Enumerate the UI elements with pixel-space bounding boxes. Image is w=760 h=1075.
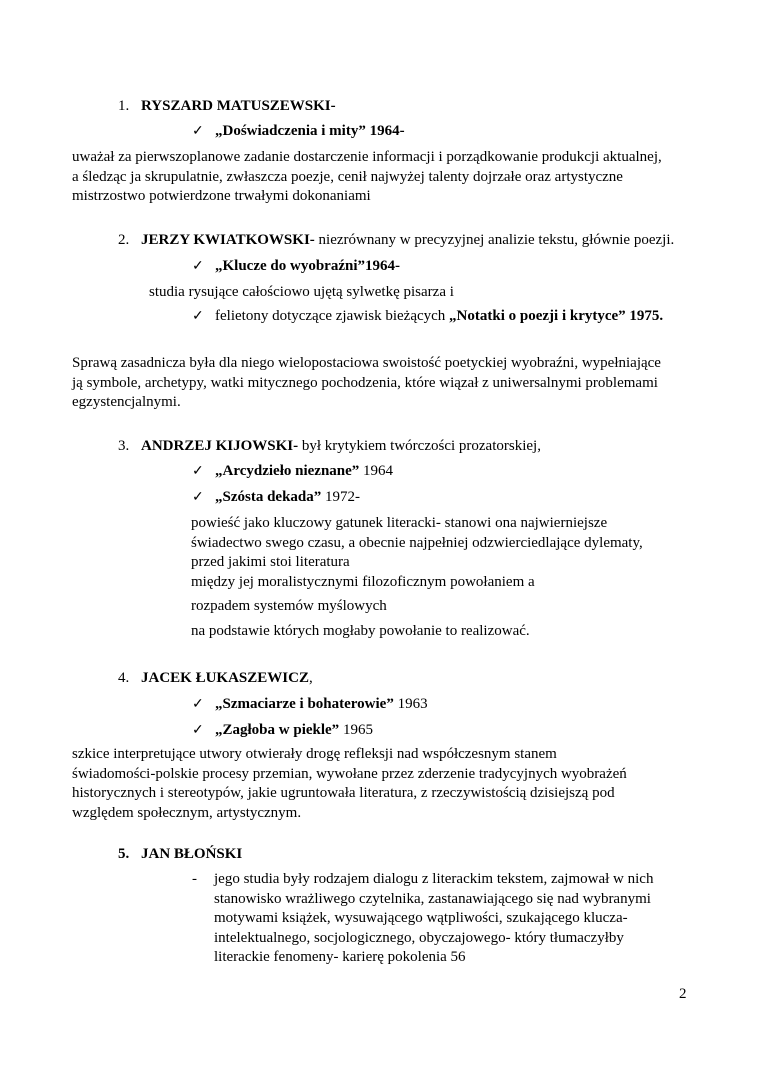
check-icon: ✓ xyxy=(192,124,204,139)
critic-heading-kwiatkowski xyxy=(141,231,674,250)
critic-name-kwiatkowski: JERZY KWIATKOWSKI- xyxy=(141,232,315,248)
critic-name-lukaszewicz: JACEK ŁUKASZEWICZ xyxy=(141,670,309,686)
book-title-zagloba: „Zagłoba w piekle” xyxy=(215,722,340,738)
check-icon: ✓ xyxy=(192,259,204,274)
check-icon: ✓ xyxy=(192,723,204,738)
check-icon: ✓ xyxy=(192,490,204,505)
paragraph-line: rozpadem systemów myślowych xyxy=(191,598,387,614)
book-arcydzielo xyxy=(215,462,393,481)
book-szosta-dekada xyxy=(215,488,360,507)
paragraph-line: egzystencjalnymi. xyxy=(72,394,181,410)
paragraph-matuszewski xyxy=(72,148,688,207)
book-title-notatki: „Notatki o poezji i krytyce” 1975. xyxy=(449,308,664,324)
check-icon: ✓ xyxy=(192,697,204,712)
check-icon: ✓ xyxy=(192,309,204,324)
paragraph-line: powieść jako kluczowy gatunek literacki- stanowi ona najwierniejsze xyxy=(191,515,608,531)
critic-description: niezrównany w precyzyjnej analizie tekstu, głównie poezji. xyxy=(314,232,675,248)
book-year: 1972- xyxy=(321,489,361,505)
list-number-2: 2. xyxy=(118,232,130,248)
feuilleton-line xyxy=(215,307,663,326)
paragraph-line: intelektualnego, socjologicznego, obyczajowego- który tłumaczyłby xyxy=(214,929,624,946)
book-zagloba xyxy=(215,721,373,740)
paragraph-line: przed jakimi stoi literatura xyxy=(191,554,350,570)
paragraph-line: na podstawie których mogłaby powołanie to realizować. xyxy=(191,623,530,639)
book-title-szosta-dekada: „Szósta dekada” xyxy=(215,489,322,505)
paragraph-lukaszewicz xyxy=(72,745,688,823)
paragraph-kijowski xyxy=(191,514,687,573)
critic-description: był krytykiem twórczości prozatorskiej, xyxy=(298,438,541,454)
paragraph-line: świadectwo swego czasu, a obecnie najpełniej odzwierciedlające dylematy, xyxy=(191,534,643,551)
paragraph-line: względem społecznym, artystycznym. xyxy=(72,804,302,821)
list-number-5: 5. xyxy=(118,846,130,862)
list-number-1: 1. xyxy=(118,98,130,114)
list-number-4: 4. xyxy=(118,670,130,686)
book-year: 1964 xyxy=(359,463,394,479)
critic-name-blonski: JAN BŁOŃSKI xyxy=(141,846,243,862)
check-icon: ✓ xyxy=(192,464,204,479)
book-title-doswiadczenia: „Doświadczenia i mity” 1964- xyxy=(215,123,405,139)
critic-name-kijowski: ANDRZEJ KIJOWSKI- xyxy=(141,438,299,454)
paragraph-line: jego studia były rodzajem dialogu z literackim tekstem, zajmował w nich xyxy=(214,871,654,887)
paragraph-line: ją symbole, archetypy, watki mitycznego pochodzenia, które wiązał z uniwersalnymi problemami xyxy=(72,374,658,391)
paragraph-line: szkice interpretujące utwory otwierały drogę refleksji nad współczesnym stanem xyxy=(72,746,557,762)
feuilleton-text: felietony dotyczące zjawisk bieżących xyxy=(215,308,450,324)
book-title-arcydzielo: „Arcydzieło nieznane” xyxy=(215,463,360,479)
critic-heading-lukaszewicz xyxy=(141,669,313,688)
critic-name-matuszewski: RYSZARD MATUSZEWSKI- xyxy=(141,98,336,114)
page-number: 2 xyxy=(679,986,687,1002)
book-szmaciarze xyxy=(215,695,428,714)
studies-text: studia rysujące całościowo ujętą sylwetkę pisarza i xyxy=(149,284,454,300)
paragraph-line: mistrzostwo potwierdzone trwałymi dokonaniami xyxy=(72,188,371,204)
paragraph-blonski xyxy=(214,870,687,968)
paragraph-line: motywami książek, wysuwającego wątpliwości, szukającego klucza- xyxy=(214,910,628,926)
list-number-3: 3. xyxy=(118,438,130,454)
paragraph-line: stanowisko wrażliwego czytelnika, zastanawiającego się nad wybranymi xyxy=(214,890,651,907)
paragraph-kwiatkowski xyxy=(72,354,688,413)
paragraph-line: świadomości-polskie procesy przemian, wywołane przez zderzenie tradycyjnych wyobrażeń xyxy=(72,765,627,782)
paragraph-line: między jej moralistycznymi filozoficznym powołaniem a xyxy=(191,574,535,590)
paragraph-line: a śledząc ja skrupulatnie, zwłaszcza poezje, cenił najwyżej talenty dojrzałe oraz artystyczne xyxy=(72,168,623,185)
paragraph-line: uważał za pierwszoplanowe zadanie dostarczenie informacji i porządkowanie produkcji aktualnej, xyxy=(72,149,662,165)
dash-bullet: - xyxy=(192,871,197,887)
book-title-szmaciarze: „Szmaciarze i bohaterowie” xyxy=(215,696,394,712)
book-title-klucze: „Klucze do wyobraźni”1964- xyxy=(215,258,400,274)
paragraph-line: literackie fenomeny- karierę pokolenia 56 xyxy=(214,949,466,965)
book-year: 1965 xyxy=(339,722,373,738)
critic-heading-kijowski xyxy=(141,437,541,456)
critic-description: , xyxy=(308,670,313,686)
book-year: 1963 xyxy=(393,696,428,712)
paragraph-line: historycznych i stereotypów, jakie ugruntowała literatura, z rzeczywistością dzisiejszą pod xyxy=(72,785,615,801)
paragraph-line: Sprawą zasadnicza była dla niego wielopostaciowa swoistość poetyckiej wyobraźni, wypełniające xyxy=(72,355,661,371)
